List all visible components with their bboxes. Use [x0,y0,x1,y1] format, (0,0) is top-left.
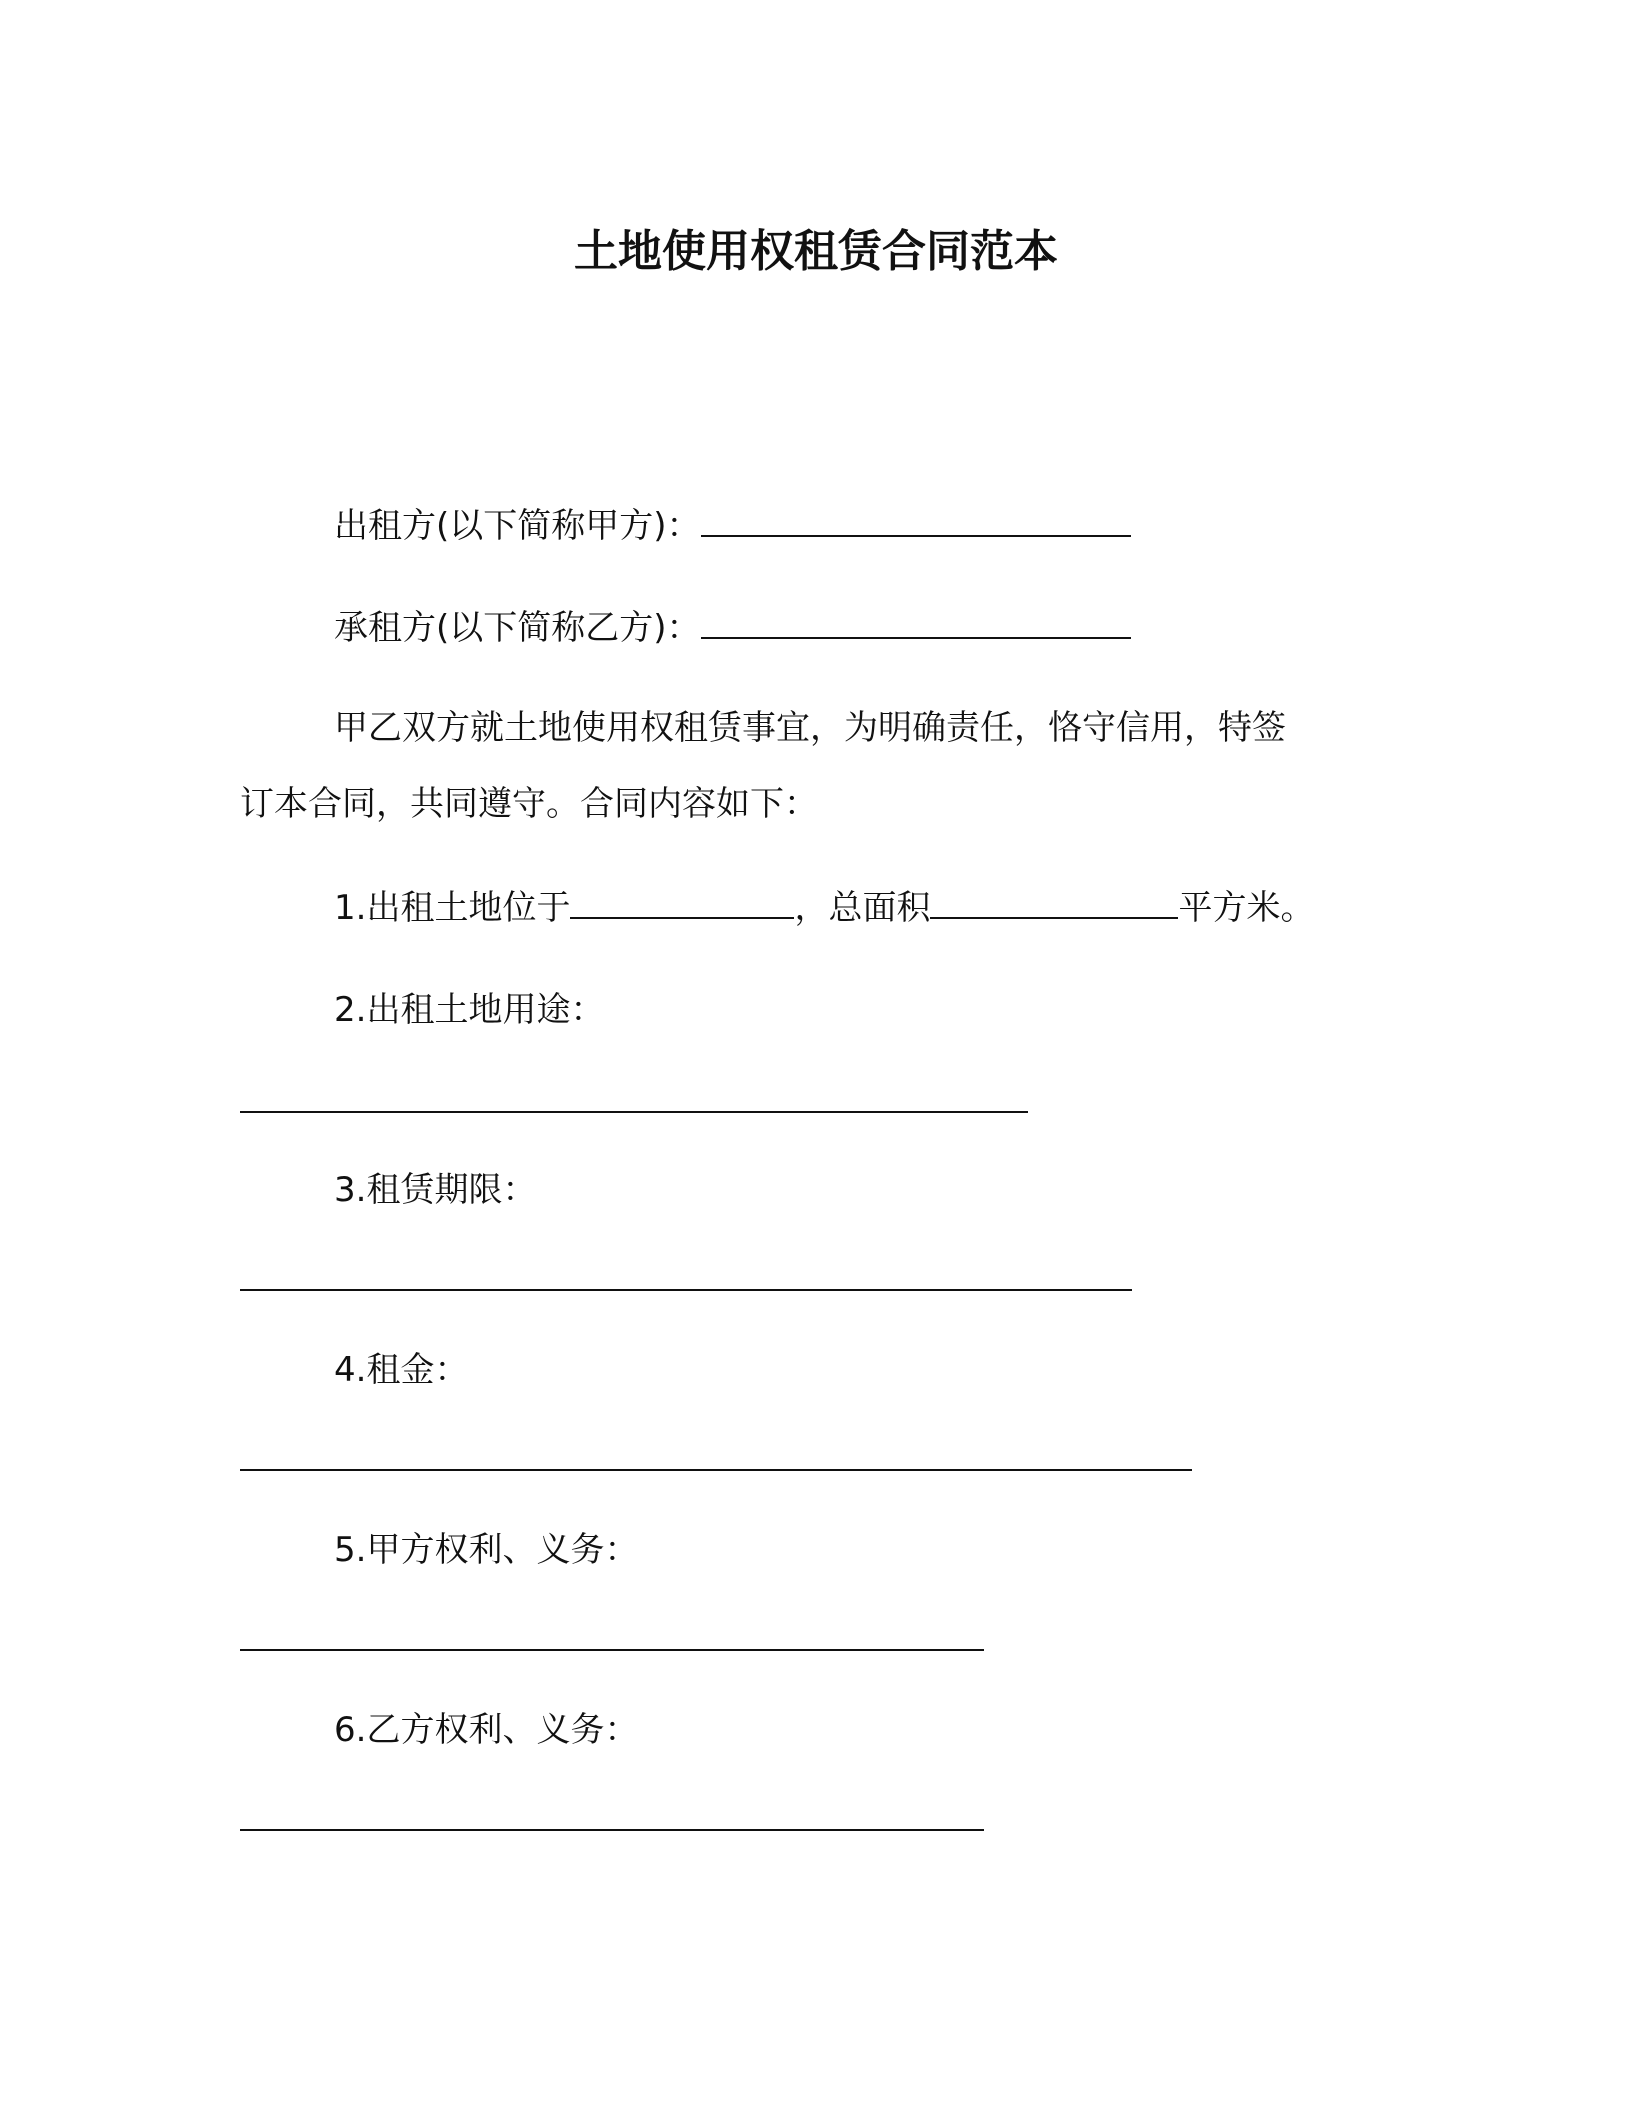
land-area-blank[interactable] [930,887,1178,919]
lessee-name-blank[interactable] [701,607,1131,639]
lessee-line [334,606,1131,650]
lessor-line [334,504,1131,548]
intro-paragraph-line1: 甲乙双方就土地使用权租赁事宜，为明确责任，恪守信用，特签 [334,708,1286,748]
rent-blank[interactable] [240,1469,1192,1471]
lessor-label: 出租方(以下简称甲方)： [334,506,701,546]
clause-1 [334,886,1314,930]
land-location-blank[interactable] [570,887,794,919]
document-title: 土地使用权租赁合同范本 [574,226,1058,277]
clause-1-middle: ，总面积 [794,888,931,928]
lessee-label: 承租方(以下简称乙方)： [334,608,701,648]
land-use-blank[interactable] [240,1111,1028,1113]
lease-term-blank[interactable] [240,1289,1132,1291]
clause-5: 5.甲方权利、义务： [334,1530,639,1570]
clause-2: 2.出租土地用途： [334,990,605,1030]
party-b-rights-blank[interactable] [240,1829,984,1831]
intro-paragraph-line2: 订本合同，共同遵守。合同内容如下： [240,784,818,824]
clause-6: 6.乙方权利、义务： [334,1710,639,1750]
clause-3: 3.租赁期限： [334,1170,537,1210]
clause-1-prefix: 1.出租土地位于 [334,888,571,928]
party-a-rights-blank[interactable] [240,1649,984,1651]
clause-1-suffix: 平方米。 [1178,888,1315,928]
lessor-name-blank[interactable] [701,505,1131,537]
clause-4: 4.租金： [334,1350,469,1390]
